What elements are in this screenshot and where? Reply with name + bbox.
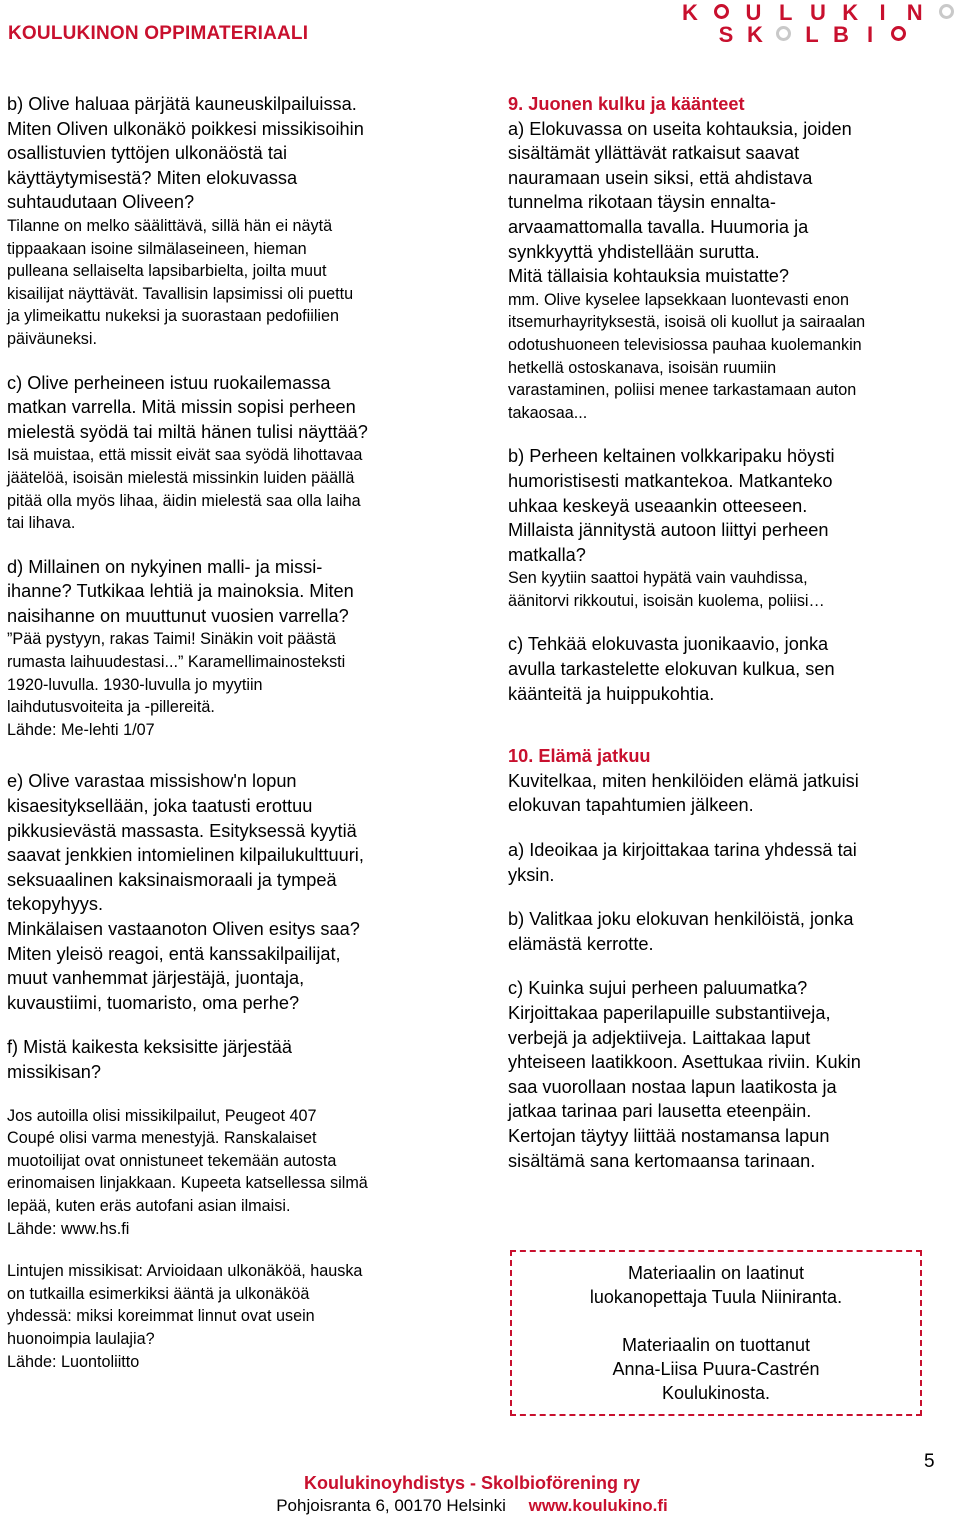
footer-address: Pohjoisranta 6, 00170 Helsinki bbox=[276, 1496, 506, 1515]
footer-organization: Koulukinoyhdistys - Skolbioförening ry bbox=[303, 1473, 641, 1493]
footer-website-link[interactable]: www.koulukino.fi bbox=[528, 1496, 668, 1515]
section-9-question-b: b) Perheen keltainen volkkaripaku höysti humoristisesti matkantekoa. Matkanteko uhkaa keskeyä useaankin otteeseen. Millaista jännitystä autoon liittyi perheen matkalla? bbox=[508, 446, 835, 565]
page-number: 5 bbox=[924, 1451, 935, 1472]
koulukino-skolbio-logo bbox=[680, 2, 960, 46]
section-9-answer-a: mm. Olive kyselee lapsekkaan luontevasti enon itsemurhayrityksestä, isoisä oli kuollut ja sairaalan odotushuoneen televisiossa pauhaa kuolemankin hetkellä ostoskanava, isoisän ruumiin varastaminen, poliisi menee tarkastamaan auton takaosaa... bbox=[508, 290, 866, 422]
left-column bbox=[7, 92, 447, 1373]
question-d: d) Millainen on nykyinen malli- ja missi- ihanne? Tutkikaa lehtiä ja mainoksia. Miten naisihanne on muuttunut vuosien varrella? bbox=[7, 556, 354, 626]
section-9-question-c: c) Tehkää elokuvasta juonikaavio, jonka avulla tarkastelette elokuvan kulkua, sen käänteitä ja huippukohtia. bbox=[508, 634, 835, 704]
logo-row-skolbio: S K L B I bbox=[716, 24, 908, 46]
credits-producer: Materiaalin on tuottanut Anna-Liisa Puura-Castrén Koulukinosta. bbox=[612, 1335, 820, 1403]
section-10-intro: Kuvitelkaa, miten henkilöiden elämä jatkuisi elokuvan tapahtumien jälkeen. bbox=[508, 770, 859, 816]
section-10-task-b: b) Valitkaa joku elokuvan henkilöistä, jonka elämästä kerrotte. bbox=[508, 909, 854, 954]
credits-author: Materiaalin on laatinut luokanopettaja Tuula Niiniranta. bbox=[589, 1263, 843, 1307]
document-header-title: KOULUKINON OPPIMATERIAALI bbox=[8, 23, 309, 44]
answer-f-cars: Jos autoilla olisi missikilpailut, Peugeot 407 Coupé olisi varma menestyjä. Ranskalaiset muotoilijat ovat onnistuneet tekemään autosta erinomaisen linjakkaan. Kupeeta katsellessa silmä lepää, kuten eräs autofani asian ilmaisi. Lähde: www.hs.fi bbox=[7, 1106, 368, 1238]
answer-c: Isä muistaa, että missit eivät saa syödä lihottavaa jäätelöä, isoisän mielestä missinkin luiden päällä pitää olla myös lihaa, äidin mielestä saa olla laiha tai lihava. bbox=[7, 446, 363, 533]
question-f: f) Mistä kaikesta keksisitte järjestää missikisan? bbox=[7, 1037, 293, 1082]
logo-row-koulukino: K U L U K I N bbox=[680, 2, 956, 24]
footer-address-line bbox=[0, 1496, 944, 1516]
answer-b: Tilanne on melko säälittävä, sillä hän ei näytä tippaakaan isoine silmälaseineen, hieman pulleana sellaiselta lapsibarbielta, joilta muut kisailijat näyttävät. Tavallisin lapsimissi oli puettu ja ylimeikattu nukeksi ja suorastaan pedofiilien päiväuneksi. bbox=[7, 216, 354, 348]
credits-box bbox=[510, 1250, 922, 1416]
answer-f-birds: Lintujen missikisat: Arvioidaan ulkonäköä, hauska on tutkailla esimerkiksi ääntä ja ulkonäköä yhdessä: miksi koreimmat linnut ovat usein huonoimpia laulajia? Lähde: Luontoliitto bbox=[7, 1262, 363, 1371]
section-10-task-c: c) Kuinka sujui perheen paluumatka? Kirjoittakaa paperilapuille substantiiveja, verbejä ja adjektiiveja. Laittakaa laput yhteiseen laatikkoon. Asettukaa riviin. Kukin saa vuorollaan nostaa lapun laatikosta ja jatkaa tarinaa pari lausetta eteenpäin. Kertojan täytyy liittää nostamansa lapun sisältämä sana kertomaansa tarinaan. bbox=[508, 978, 861, 1171]
right-column bbox=[508, 92, 956, 1173]
section-10-title: 10. Elämä jatkuu bbox=[508, 746, 651, 767]
section-10-task-a: a) Ideoikaa ja kirjoittakaa tarina yhdessä tai yksin. bbox=[508, 840, 857, 885]
section-9-question-a: a) Elokuvassa on useita kohtauksia, joiden sisältämät yllättävät ratkaisut saavat nauramaan usein siksi, että ahdistava tunnelma rikotaan täysin ennalta- arvaamattomalla tavalla. Huumoria ja synkkyyttä yhdistellään surutta. Mitä tällaisia kohtauksia muistatte? bbox=[508, 118, 852, 287]
question-c: c) Olive perheineen istuu ruokailemassa matkan varrella. Mitä missin sopisi perheen mielestä syödä tai miltä hänen tulisi näyttää? bbox=[7, 372, 368, 442]
answer-d: ”Pää pystyyn, rakas Taimi! Sinäkin voit päästä rumasta laihuudestasi...” Karamellimainosteksti 1920-luvulla. 1930-luvulla jo myytiin laihdutusvoiteita ja -pillereitä. Lähde: Me-lehti 1/07 bbox=[7, 630, 346, 739]
section-9-answer-b: Sen kyytiin saattoi hypätä vain vauhdissa, äänitorvi rikkoutui, isoisän kuolema, poliisi… bbox=[508, 569, 825, 610]
section-9-title: 9. Juonen kulku ja käänteet bbox=[508, 94, 745, 114]
question-e: e) Olive varastaa missishow'n lopun kisaesityksellään, joka taatusti erottuu pikkusievästä massasta. Esityksessä kyytiä saavat jenkkien intomielinen kilpailukulttuuri, seksuaalinen kaksinaismoraali ja tympeä tekopyhyys. Minkälaisen vastaanoton Oliven esitys saa? Miten yleisö reagoi, entä kanssakilpailijat, muut vanhemmat järjestäjä, juontaja, kuvaustiimi, tuomaristo, oma perhe? bbox=[7, 771, 364, 1013]
question-b: b) Olive haluaa pärjätä kauneuskilpailuissa. Miten Oliven ulkonäkö poikkesi missikisoihin osallistuvien tyttöjen ulkonäöstä tai käyttäytymisestä? Miten elokuvassa suhtaudutaan Oliveen? bbox=[7, 94, 364, 213]
